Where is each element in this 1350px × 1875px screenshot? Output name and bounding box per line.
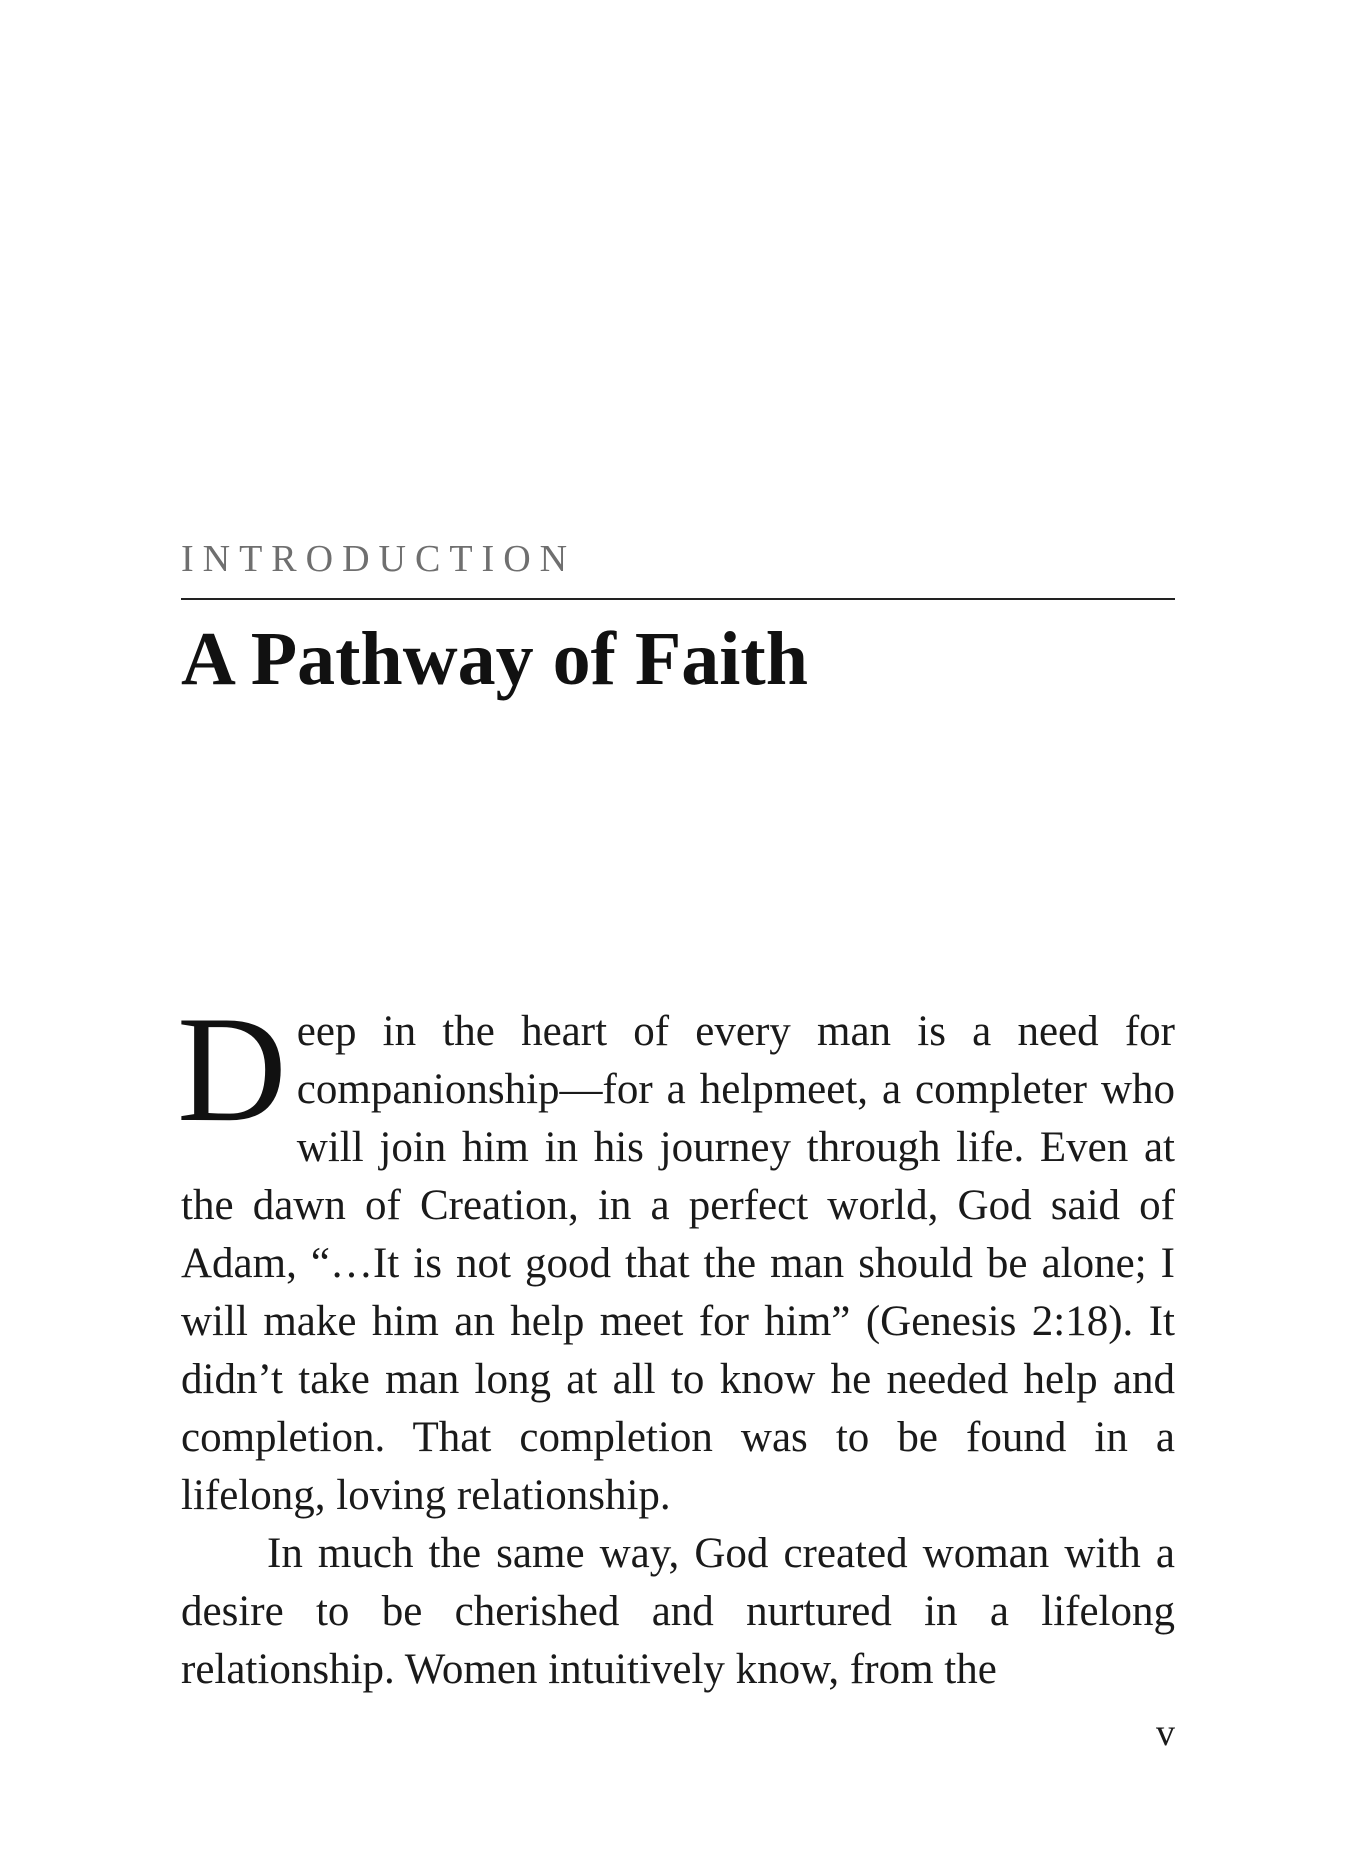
chapter-label: INTRODUCTION	[181, 538, 577, 580]
chapter-divider	[181, 598, 1175, 600]
paragraph-1-text: eep in the heart of every man is a need for companionship—for a helpmeet, a completer who will join him in his journey through life. Even at the dawn of Creation, in a perfect world, God said of Adam, “…It is not good that the man should be alone; I will make him an help meet for him” (Genesis 2:18). It didn’t take man long at all to know he needed help and completion. That completion was to be found in a lifelong, loving relationship.	[181, 1008, 1175, 1519]
drop-cap: D	[177, 985, 287, 1153]
chapter-title: A Pathway of Faith	[181, 617, 808, 701]
paragraph-2: In much the same way, God created woman with a desire to be cherished and nurtured in a lifelong relationship. Women intuitively know, from the	[181, 1530, 1175, 1693]
page-number: v	[1156, 1712, 1175, 1754]
paragraph-1	[177, 985, 1175, 1525]
body-text	[177, 985, 1175, 1699]
